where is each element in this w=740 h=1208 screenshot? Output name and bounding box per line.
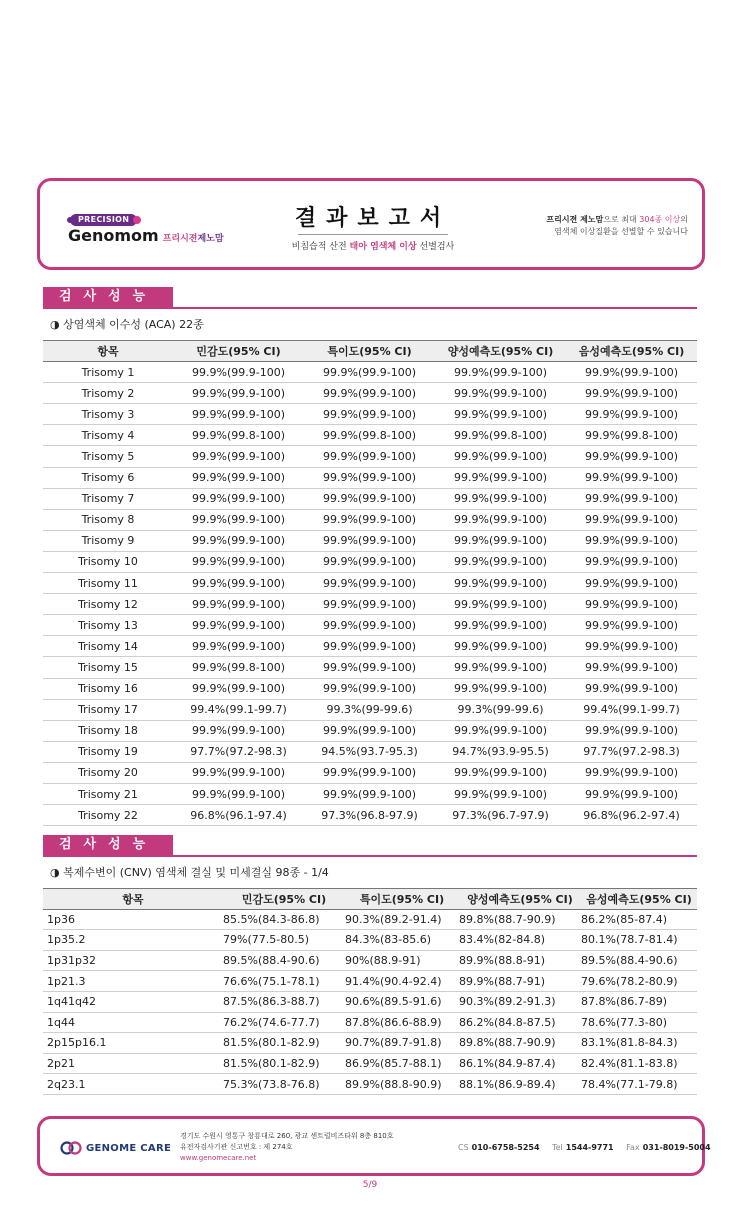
page-title: 결과보고서 (294, 206, 452, 231)
row-metric-value: 89.5%(88.4-90.6) (223, 950, 345, 971)
row-metric-value: 99.9%(99.9-100) (304, 488, 435, 509)
row-metric-value: 84.3%(83-85.6) (345, 930, 459, 951)
table-row (43, 362, 697, 383)
row-metric-value: 99.9%(99.9-100) (435, 720, 566, 741)
row-metric-value: 97.3%(96.8-97.9) (304, 805, 435, 826)
genome-care-logo (60, 1139, 171, 1157)
row-metric-value: 99.9%(99.9-100) (435, 573, 566, 594)
row-metric-value: 99.9%(99.8-100) (173, 657, 304, 678)
row-metric-value: 99.9%(99.9-100) (304, 615, 435, 636)
footer-address (180, 1131, 394, 1164)
table-row (43, 950, 697, 971)
row-metric-value: 99.9%(99.9-100) (304, 573, 435, 594)
row-metric-value: 99.9%(99.9-100) (173, 615, 304, 636)
row-metric-value: 99.9%(99.9-100) (566, 762, 697, 783)
row-metric-value: 99.9%(99.8-100) (566, 425, 697, 446)
row-metric-value: 99.9%(99.9-100) (566, 530, 697, 551)
table-row (43, 720, 697, 741)
table-row (43, 1033, 697, 1054)
row-metric-value: 99.9%(99.9-100) (435, 615, 566, 636)
table-row (43, 636, 697, 657)
row-metric-value: 99.9%(99.9-100) (566, 362, 697, 383)
genome-care-brand: GENOME CARE (86, 1142, 172, 1154)
row-item-name: Trisomy 6 (43, 467, 173, 488)
row-metric-value: 99.9%(99.9-100) (304, 636, 435, 657)
row-metric-value: 99.9%(99.9-100) (304, 762, 435, 783)
table-row (43, 383, 697, 404)
row-metric-value: 99.9%(99.9-100) (173, 488, 304, 509)
page-number: 5/9 (362, 1180, 378, 1190)
row-metric-value: 89.8%(88.7-90.9) (459, 1033, 581, 1054)
row-metric-value: 80.1%(78.7-81.4) (581, 930, 697, 951)
row-metric-value: 99.9%(99.9-100) (173, 509, 304, 530)
column-header: 민감도(95% CI) (173, 341, 304, 362)
row-metric-value: 99.9%(99.9-100) (435, 762, 566, 783)
row-item-name: Trisomy 16 (43, 678, 173, 699)
column-header: 음성예측도(95% CI) (581, 889, 697, 910)
row-metric-value: 90.7%(89.7-91.8) (345, 1033, 459, 1054)
row-item-name: Trisomy 20 (43, 762, 173, 783)
table-row (43, 488, 697, 509)
row-metric-value: 99.9%(99.9-100) (173, 636, 304, 657)
row-item-name: Trisomy 3 (43, 404, 173, 425)
row-metric-value: 99.9%(99.9-100) (173, 467, 304, 488)
logo-sub-2: 제노맘 (197, 234, 224, 244)
cs-label: CS (458, 1143, 469, 1152)
row-metric-value: 99.9%(99.9-100) (304, 594, 435, 615)
row-metric-value: 99.9%(99.9-100) (566, 594, 697, 615)
fax-label: Fax (626, 1143, 640, 1152)
row-item-name: Trisomy 5 (43, 446, 173, 467)
table-row (43, 657, 697, 678)
row-metric-value: 99.4%(99.1-99.7) (173, 699, 304, 720)
table-row (43, 930, 697, 951)
row-metric-value: 99.9%(99.9-100) (435, 783, 566, 804)
table-row (43, 467, 697, 488)
row-metric-value: 99.9%(99.8-100) (173, 425, 304, 446)
row-metric-value: 99.9%(99.9-100) (304, 657, 435, 678)
row-metric-value: 91.4%(90.4-92.4) (345, 971, 459, 992)
table-row (43, 594, 697, 615)
table-row (43, 404, 697, 425)
row-metric-value: 87.8%(86.7-89) (581, 991, 697, 1012)
row-metric-value: 99.9%(99.9-100) (435, 678, 566, 699)
row-item-name: Trisomy 12 (43, 594, 173, 615)
row-metric-value: 83.1%(81.8-84.3) (581, 1033, 697, 1054)
row-item-name: 1p35.2 (43, 930, 223, 951)
row-metric-value: 86.2%(85-87.4) (581, 909, 697, 930)
row-metric-value: 99.9%(99.9-100) (566, 636, 697, 657)
row-metric-value: 99.9%(99.9-100) (566, 509, 697, 530)
row-metric-value: 94.7%(93.9-95.5) (435, 741, 566, 762)
row-item-name: Trisomy 13 (43, 615, 173, 636)
row-metric-value: 89.8%(88.7-90.9) (459, 909, 581, 930)
footer-website-link[interactable]: www.genomecare.net (180, 1154, 257, 1162)
row-metric-value: 89.5%(88.4-90.6) (581, 950, 697, 971)
logo-brand-text: Genomom (68, 226, 159, 245)
table-row (43, 551, 697, 572)
row-metric-value: 99.9%(99.9-100) (173, 762, 304, 783)
column-header: 민감도(95% CI) (223, 889, 345, 910)
row-metric-value: 76.6%(75.1-78.1) (223, 971, 345, 992)
column-header: 항목 (43, 889, 223, 910)
row-metric-value: 97.7%(97.2-98.3) (566, 741, 697, 762)
table-header-row (43, 889, 697, 910)
row-item-name: Trisomy 18 (43, 720, 173, 741)
table-row (43, 762, 697, 783)
table-row (43, 678, 697, 699)
row-metric-value: 81.5%(80.1-82.9) (223, 1033, 345, 1054)
row-metric-value: 78.6%(77.3-80) (581, 1012, 697, 1033)
tagline-text-a: 으로 최대 (603, 215, 640, 224)
report-footer (37, 1116, 711, 1176)
row-metric-value: 99.9%(99.9-100) (566, 783, 697, 804)
table-row (43, 509, 697, 530)
row-metric-value: 99.9%(99.9-100) (435, 636, 566, 657)
row-metric-value: 99.9%(99.9-100) (435, 467, 566, 488)
row-metric-value: 99.3%(99-99.6) (435, 699, 566, 720)
row-metric-value: 99.9%(99.9-100) (435, 383, 566, 404)
section-caption-cnv: ◑ 복제수변이 (CNV) 염색체 결실 및 미세결실 98종 - 1/4 (50, 866, 329, 879)
row-metric-value: 99.9%(99.9-100) (173, 530, 304, 551)
row-metric-value: 79.6%(78.2-80.9) (581, 971, 697, 992)
row-item-name: 2q23.1 (43, 1074, 223, 1095)
row-metric-value: 87.8%(86.6-88.9) (345, 1012, 459, 1033)
table-row (43, 991, 697, 1012)
row-metric-value: 99.9%(99.9-100) (435, 446, 566, 467)
table-row (43, 1074, 697, 1095)
row-item-name: Trisomy 10 (43, 551, 173, 572)
row-metric-value: 96.8%(96.2-97.4) (566, 805, 697, 826)
tagline-line-2: 염색체 이상질환을 선별할 수 있습니다 (554, 227, 688, 236)
row-item-name: 1q41q42 (43, 991, 223, 1012)
row-metric-value: 90%(88.9-91) (345, 950, 459, 971)
row-metric-value: 87.5%(86.3-88.7) (223, 991, 345, 1012)
tagline-text-b: 의 (680, 215, 688, 224)
subtitle-part-1: 비침습적 산전 (291, 242, 350, 252)
tagline-brand: 프리시젼 제노맘 (546, 215, 604, 224)
table-row (43, 805, 697, 826)
genome-care-logo-icon (60, 1141, 82, 1155)
row-metric-value: 99.9%(99.9-100) (173, 446, 304, 467)
row-metric-value: 99.9%(99.9-100) (566, 383, 697, 404)
row-metric-value: 99.9%(99.9-100) (173, 594, 304, 615)
row-metric-value: 99.9%(99.9-100) (304, 467, 435, 488)
title-divider (298, 234, 448, 235)
row-metric-value: 99.9%(99.9-100) (566, 467, 697, 488)
column-header: 항목 (43, 341, 173, 362)
row-metric-value: 75.3%(73.8-76.8) (223, 1074, 345, 1095)
row-item-name: Trisomy 14 (43, 636, 173, 657)
row-item-name: 1p36 (43, 909, 223, 930)
table-row (43, 615, 697, 636)
row-metric-value: 99.9%(99.9-100) (566, 551, 697, 572)
column-header: 양성예측도(95% CI) (459, 889, 581, 910)
section-header-cnv (43, 835, 697, 857)
cnv-performance-table (43, 888, 697, 1095)
row-item-name: Trisomy 11 (43, 573, 173, 594)
row-metric-value: 99.9%(99.9-100) (304, 720, 435, 741)
row-metric-value: 99.9%(99.9-100) (173, 404, 304, 425)
row-metric-value: 82.4%(81.1-83.8) (581, 1053, 697, 1074)
row-metric-value: 96.8%(96.1-97.4) (173, 805, 304, 826)
row-item-name: 1p31p32 (43, 950, 223, 971)
table-row (43, 425, 697, 446)
row-item-name: Trisomy 17 (43, 699, 173, 720)
tel-label: Tel (552, 1143, 563, 1152)
table-row (43, 446, 697, 467)
address-line-1: 경기도 수원시 영통구 창룡대로 260, 광교 센트럴비즈타워 8층 810호 (180, 1132, 394, 1140)
row-metric-value: 99.9%(99.8-100) (435, 425, 566, 446)
row-metric-value: 97.3%(96.7-97.9) (435, 805, 566, 826)
table-row (43, 909, 697, 930)
row-metric-value: 90.6%(89.5-91.6) (345, 991, 459, 1012)
section-header-aca (43, 287, 697, 309)
logo-sub-1: 프리시젼 (162, 234, 198, 244)
row-metric-value: 99.9%(99.9-100) (304, 404, 435, 425)
row-item-name: 1p21.3 (43, 971, 223, 992)
logo-brand (68, 226, 224, 245)
row-metric-value: 86.2%(84.8-87.5) (459, 1012, 581, 1033)
row-metric-value: 99.9%(99.9-100) (304, 509, 435, 530)
row-metric-value: 99.9%(99.9-100) (566, 404, 697, 425)
row-metric-value: 99.9%(99.9-100) (435, 551, 566, 572)
header-tagline (518, 214, 688, 238)
tel-phone: 1544-9771 (565, 1143, 614, 1152)
section-caption-aca: ◑ 상염색체 이수성 (ACA) 22종 (50, 318, 204, 331)
cs-phone: 010-6758-5254 (471, 1143, 540, 1152)
row-metric-value: 99.9%(99.9-100) (435, 657, 566, 678)
subtitle-highlight: 태아 염색체 이상 (349, 242, 417, 252)
row-metric-value: 99.9%(99.9-100) (566, 720, 697, 741)
row-metric-value: 99.9%(99.9-100) (435, 404, 566, 425)
row-item-name: Trisomy 4 (43, 425, 173, 446)
row-metric-value: 99.9%(99.9-100) (304, 446, 435, 467)
row-metric-value: 99.9%(99.9-100) (304, 551, 435, 572)
row-metric-value: 99.9%(99.9-100) (304, 530, 435, 551)
report-header (37, 178, 705, 270)
row-metric-value: 99.9%(99.9-100) (173, 678, 304, 699)
table-row (43, 699, 697, 720)
row-metric-value: 99.9%(99.9-100) (566, 678, 697, 699)
row-metric-value: 90.3%(89.2-91.4) (345, 909, 459, 930)
row-metric-value: 99.9%(99.9-100) (173, 573, 304, 594)
row-metric-value: 78.4%(77.1-79.8) (581, 1074, 697, 1095)
column-header: 특이도(95% CI) (304, 341, 435, 362)
row-item-name: 1q44 (43, 1012, 223, 1033)
table-row (43, 573, 697, 594)
tagline-highlight: 304종 이상 (639, 215, 681, 224)
table-header-row (43, 341, 697, 362)
row-metric-value: 79%(77.5-80.5) (223, 930, 345, 951)
logo-badge: PRECISION (70, 214, 137, 226)
row-metric-value: 99.9%(99.9-100) (435, 594, 566, 615)
row-item-name: Trisomy 19 (43, 741, 173, 762)
row-metric-value: 99.9%(99.9-100) (435, 362, 566, 383)
row-metric-value: 90.3%(89.2-91.3) (459, 991, 581, 1012)
table-row (43, 741, 697, 762)
row-item-name: 2p21 (43, 1053, 223, 1074)
row-item-name: Trisomy 2 (43, 383, 173, 404)
subtitle-part-2: 선별검사 (416, 242, 455, 252)
row-metric-value: 97.7%(97.2-98.3) (173, 741, 304, 762)
fax-number: 031-8019-5004 (642, 1143, 711, 1152)
row-metric-value: 99.9%(99.9-100) (304, 678, 435, 699)
row-metric-value: 99.9%(99.8-100) (304, 425, 435, 446)
row-metric-value: 99.9%(99.9-100) (173, 383, 304, 404)
row-metric-value: 99.9%(99.9-100) (304, 362, 435, 383)
row-item-name: 2p15p16.1 (43, 1033, 223, 1054)
row-metric-value: 76.2%(74.6-77.7) (223, 1012, 345, 1033)
row-metric-value: 99.9%(99.9-100) (173, 551, 304, 572)
row-item-name: Trisomy 8 (43, 509, 173, 530)
page-subtitle (273, 239, 473, 252)
row-metric-value: 99.9%(99.9-100) (173, 362, 304, 383)
row-metric-value: 99.9%(99.9-100) (435, 488, 566, 509)
row-metric-value: 86.9%(85.7-88.1) (345, 1053, 459, 1074)
row-metric-value: 94.5%(93.7-95.3) (304, 741, 435, 762)
table-row (43, 783, 697, 804)
row-metric-value: 99.3%(99-99.6) (304, 699, 435, 720)
row-metric-value: 89.9%(88.8-90.9) (345, 1074, 459, 1095)
column-header: 특이도(95% CI) (345, 889, 459, 910)
row-metric-value: 88.1%(86.9-89.4) (459, 1074, 581, 1095)
row-metric-value: 99.9%(99.9-100) (566, 657, 697, 678)
row-metric-value: 89.9%(88.7-91) (459, 971, 581, 992)
row-metric-value: 86.1%(84.9-87.4) (459, 1053, 581, 1074)
row-item-name: Trisomy 1 (43, 362, 173, 383)
row-item-name: Trisomy 15 (43, 657, 173, 678)
table-row (43, 1012, 697, 1033)
row-item-name: Trisomy 21 (43, 783, 173, 804)
row-metric-value: 99.9%(99.9-100) (304, 783, 435, 804)
row-item-name: Trisomy 9 (43, 530, 173, 551)
row-item-name: Trisomy 22 (43, 805, 173, 826)
row-metric-value: 99.9%(99.9-100) (435, 530, 566, 551)
aca-performance-table (43, 340, 697, 826)
row-metric-value: 81.5%(80.1-82.9) (223, 1053, 345, 1074)
tagline-line-1 (518, 214, 688, 226)
row-metric-value: 99.9%(99.9-100) (566, 488, 697, 509)
row-metric-value: 99.9%(99.9-100) (173, 720, 304, 741)
row-metric-value: 99.4%(99.1-99.7) (566, 699, 697, 720)
section-tab-cnv: 검사성능 (43, 835, 173, 855)
row-item-name: Trisomy 7 (43, 488, 173, 509)
section-tab-aca: 검사성능 (43, 287, 173, 307)
footer-contacts (458, 1143, 711, 1152)
row-metric-value: 99.9%(99.9-100) (566, 615, 697, 636)
row-metric-value: 99.9%(99.9-100) (435, 509, 566, 530)
row-metric-value: 85.5%(84.3-86.8) (223, 909, 345, 930)
table-row (43, 530, 697, 551)
table-row (43, 971, 697, 992)
row-metric-value: 99.9%(99.9-100) (304, 383, 435, 404)
row-metric-value: 83.4%(82-84.8) (459, 930, 581, 951)
row-metric-value: 99.9%(99.9-100) (566, 573, 697, 594)
row-metric-value: 99.9%(99.9-100) (173, 783, 304, 804)
column-header: 양성예측도(95% CI) (435, 341, 566, 362)
row-metric-value: 89.9%(88.8-91) (459, 950, 581, 971)
address-line-2: 유전자검사기관 신고번호 : 제 274호 (180, 1143, 293, 1151)
column-header: 음성예측도(95% CI) (566, 341, 697, 362)
table-row (43, 1053, 697, 1074)
row-metric-value: 99.9%(99.9-100) (566, 446, 697, 467)
